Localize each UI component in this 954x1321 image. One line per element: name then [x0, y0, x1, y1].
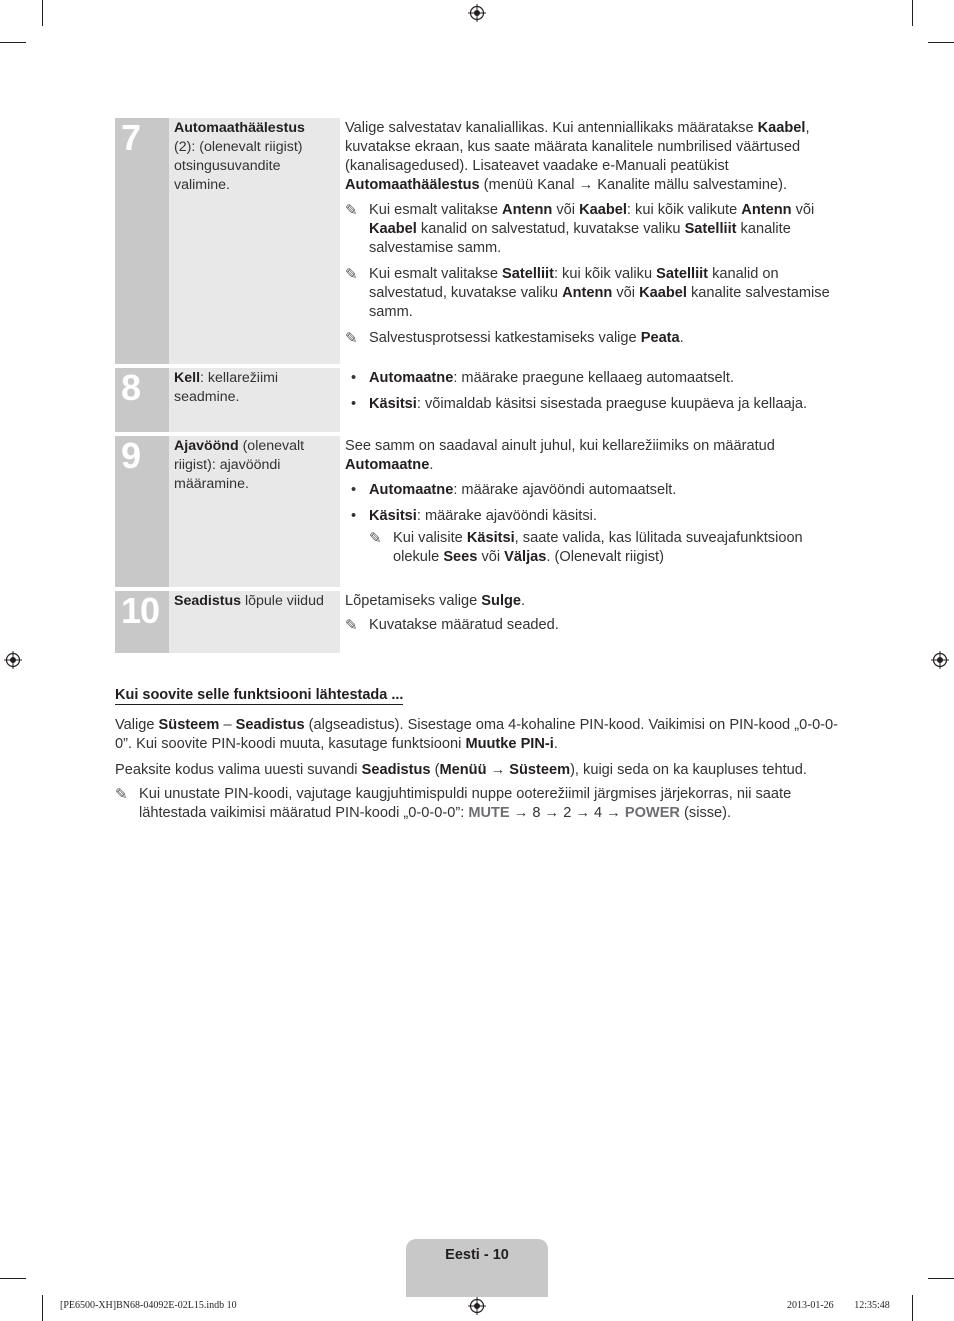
crop-mark — [928, 1278, 954, 1279]
registration-mark-icon — [4, 651, 22, 669]
step-number: 9 — [115, 436, 169, 587]
step-number: 10 — [115, 591, 169, 653]
crop-mark — [0, 42, 26, 43]
step-name-bold: Automaathäälestus — [174, 120, 305, 136]
pencil-note-icon: ✎ — [345, 266, 358, 283]
list-item: • Käsitsi: määrake ajavööndi käsitsi. — [351, 508, 597, 524]
step-description — [340, 436, 840, 587]
step-row-8 — [115, 368, 840, 436]
step-name-bold: Seadistus — [174, 593, 242, 609]
pencil-note-icon: ✎ — [345, 202, 358, 219]
step-name-rest: : kellarežiimi seadmine. — [174, 370, 279, 405]
note: ✎ Kui esmalt valitakse Antenn või Kaabel: kui kõik valikute Antenn või Kaabel kanalid on salvestatud, kuvatakse valiku Satelliit kanalite salvestamise samm. — [345, 202, 815, 256]
pencil-note-icon: ✎ — [345, 617, 358, 634]
crop-mark — [0, 1278, 26, 1279]
step-name — [169, 436, 340, 587]
paragraph: Valige Süsteem – Seadistus (algseadistus). Sisestage oma 4-kohaline PIN-kood. Vaikimisi on PIN-kood „0-0-0-0”. Kui soovite PIN-koodi muuta, kasutage funktsiooni Muutke PIN-i. — [115, 717, 839, 752]
step-name-rest: (olenevalt riigist): ajavööndi määramine. — [174, 438, 305, 492]
crop-mark — [42, 0, 43, 26]
step-name-bold: Ajavöönd — [174, 438, 239, 454]
crop-mark — [912, 1295, 913, 1321]
section-heading: Kui soovite selle funktsiooni lähtestada ... — [115, 687, 404, 703]
pencil-note-icon: ✎ — [369, 530, 382, 547]
registration-mark-icon — [931, 651, 949, 669]
step-intro: Valige salvestatav kanaliallikas. Kui antenniallikaks määratakse Kaabel, kuvatakse ekraan, kus saate määrata kanalitele numbrilised väärtused (kanalisagedused). Lisateavet vaadake e-Manuali peatükist Automaathäälestus (menüü Kanal → Kanalite mällu salvestamine). — [345, 120, 810, 193]
step-name — [169, 118, 340, 364]
section-body — [115, 716, 845, 830]
list-item: • Käsitsi: võimaldab käsitsi sisestada praeguse kuupäeva ja kellaaja. — [351, 396, 808, 412]
step-intro: See samm on saadaval ainult juhul, kui kellarežiimiks on määratud Automaatne. — [345, 438, 775, 473]
steps-table — [115, 118, 840, 653]
step-number: 7 — [115, 118, 169, 364]
print-footer-file: [PE6500-XH]BN68-04092E-02L15.indb 10 — [60, 1300, 237, 1311]
crop-mark — [42, 1295, 43, 1321]
pencil-note-icon: ✎ — [345, 330, 358, 347]
note: ✎ Kui valisite Käsitsi, saate valida, kas lülitada suveajafunktsioon olekule Sees või Väljas. (Olenevalt riigist) — [369, 530, 803, 565]
step-description — [340, 368, 840, 432]
step-number: 8 — [115, 368, 169, 432]
step-description — [340, 591, 840, 653]
step-name-rest: (2): (olenevalt riigist) otsingusuvandite valimine. — [174, 139, 303, 193]
step-row-10 — [115, 591, 840, 653]
step-name — [169, 591, 340, 653]
print-footer-timestamp: 2013-01-26 ￿￿ 12:35:48 — [787, 1300, 890, 1311]
list-item: • Automaatne: määrake praegune kellaaeg automaatselt. — [351, 370, 735, 386]
step-intro: Lõpetamiseks valige Sulge. — [345, 593, 526, 609]
step-name-bold: Kell — [174, 370, 201, 386]
paragraph: Peaksite kodus valima uuesti suvandi Seadistus (Menüü → Süsteem), kuigi seda on ka kaupluses tehtud. — [115, 762, 807, 778]
step-row-7 — [115, 118, 840, 368]
registration-mark-icon — [468, 4, 486, 22]
pencil-note-icon: ✎ — [115, 786, 128, 803]
note: ✎ Kuvatakse määratud seaded. — [345, 617, 559, 634]
step-description — [340, 118, 840, 364]
note: ✎ Kui unustate PIN-koodi, vajutage kaugjuhtimispuldi nuppe ooterežiimil järgmises järjekorras, nii saate lähtestada vaikimisi määratud PIN-koodi „0-0-0-0”: MUTE → 8 → 2 → 4 → POWER (sisse). — [115, 786, 792, 821]
crop-mark — [928, 42, 954, 43]
crop-mark — [912, 0, 913, 26]
registration-mark-icon — [468, 1297, 486, 1315]
step-row-9 — [115, 436, 840, 591]
step-name — [169, 368, 340, 432]
note: ✎ Salvestusprotsessi katkestamiseks valige Peata. — [345, 330, 684, 347]
note: ✎ Kui esmalt valitakse Satelliit: kui kõik valiku Satelliit kanalid on salvestatud, kuvatakse valiku Antenn või Kaabel kanalite salvestamise samm. — [345, 266, 830, 320]
step-name-rest: lõpule viidud — [241, 593, 324, 609]
list-item: • Automaatne: määrake ajavööndi automaatselt. — [351, 482, 677, 498]
page-number-tab: Eesti - 10 — [406, 1239, 548, 1297]
